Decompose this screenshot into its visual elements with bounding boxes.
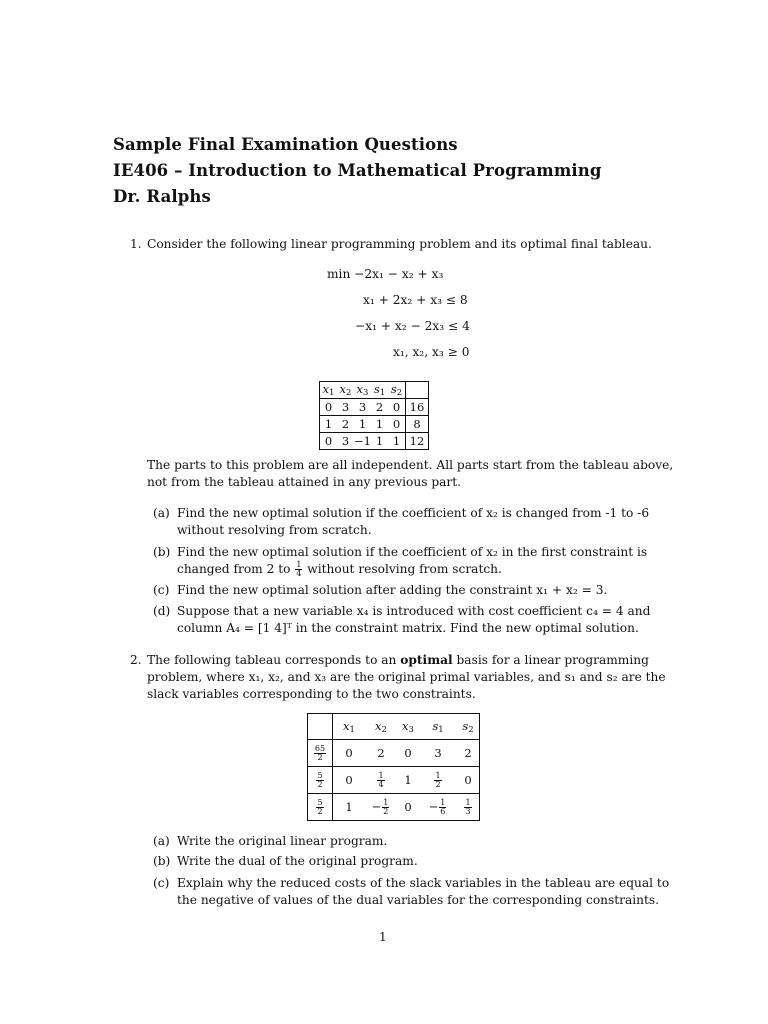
tableau-cell: 3 xyxy=(419,740,457,767)
part-label: (c) xyxy=(153,583,170,597)
note-line-2: not from the tableau attained in any previous part. xyxy=(147,475,462,489)
part-text: Write the dual of the original program. xyxy=(177,854,418,868)
part-text: Suppose that a new variable x₄ is introduced with cost coefficient c₄ = 4 and column A₄ = [1 4]ᵀ in the constraint matrix. Find the new optimal solution. xyxy=(177,604,651,635)
tableau-cell: 2 xyxy=(337,416,354,433)
lp-constraint-2: −x₁ + x₂ − 2x₃ ≤ 4 xyxy=(355,319,470,333)
question-number: 1. xyxy=(130,237,142,251)
tableau-header: $x_2$ xyxy=(337,382,354,399)
tableau-cell: 16 xyxy=(406,399,429,416)
tableau-cell: 0 xyxy=(457,767,480,794)
header-instructor: Dr. Ralphs xyxy=(113,187,211,206)
tableau-cell: 0 xyxy=(320,399,338,416)
part-label: (a) xyxy=(153,834,170,848)
part-label: (b) xyxy=(153,545,171,559)
question-number: 2. xyxy=(130,653,142,667)
tableau-header xyxy=(308,714,333,740)
parts-note xyxy=(147,457,673,491)
optimal-tableau xyxy=(307,713,480,821)
table-row xyxy=(308,740,480,767)
question-text: The following tableau corresponds to an optimal basis for a linear programming problem, where x₁, x₂, and x₃ are the original primal variables, and s₁ and s₂ are the slack variables corresponding to the two constraints. xyxy=(147,653,666,701)
tableau-cell: 1 xyxy=(371,416,388,433)
table-row xyxy=(308,794,480,821)
tableau-cell: $\frac{1}{3}$ xyxy=(457,794,480,821)
part-text: Find the new optimal solution after adding the constraint x₁ + x₂ = 3. xyxy=(177,583,608,597)
tableau-cell: 3 xyxy=(354,399,371,416)
tableau-cell: $\frac{1}{2}$ xyxy=(419,767,457,794)
lp-nonnegativity: x₁, x₂, x₃ ≥ 0 xyxy=(393,345,470,359)
tableau-cell: 1 xyxy=(354,416,371,433)
tableau-header: $s_1$ xyxy=(371,382,388,399)
header-title: Sample Final Examination Questions xyxy=(113,135,458,154)
tableau-cell: 0 xyxy=(388,399,406,416)
table-row xyxy=(320,433,429,450)
tableau-cell: 2 xyxy=(457,740,480,767)
tableau-cell: 0 xyxy=(388,416,406,433)
tableau-header: $s_2$ xyxy=(457,714,480,740)
tableau-header: $s_2$ xyxy=(388,382,406,399)
tableau-cell: 1 xyxy=(371,433,388,450)
part-label: (b) xyxy=(153,854,171,868)
part-text: Write the original linear program. xyxy=(177,834,388,848)
tableau-header: $s_1$ xyxy=(419,714,457,740)
tableau-cell: − $\frac{1}{6}$ xyxy=(419,794,457,821)
part-text: Explain why the reduced costs of the slack variables in the tableau are equal to the negative of values of the dual variables for the corresponding constraints. xyxy=(177,876,670,907)
tableau-header xyxy=(406,382,429,399)
tableau-cell: 1 xyxy=(320,416,338,433)
lp-objective: min −2x₁ − x₂ + x₃ xyxy=(327,267,444,281)
question-intro: Consider the following linear programming problem and its optimal final tableau. xyxy=(147,237,652,251)
tableau-cell: 2 xyxy=(365,740,397,767)
tableau-cell: $\frac{1}{4}$ xyxy=(365,767,397,794)
fraction-one-quarter: $\frac{1}{4}$ xyxy=(296,560,302,578)
final-tableau xyxy=(319,381,429,450)
table-row xyxy=(308,767,480,794)
tableau-cell: 3 xyxy=(337,399,354,416)
part-text: Find the new optimal solution if the coefficient of x₂ in the first constraint is changed from 2 to $\frac{1}{4}$ without resolving from scratch. xyxy=(177,545,648,578)
tableau-header: $x_3$ xyxy=(397,714,419,740)
tableau-header: $x_3$ xyxy=(354,382,371,399)
tableau-header: $x_1$ xyxy=(333,714,366,740)
table-row xyxy=(320,399,429,416)
document-header xyxy=(113,132,602,210)
page-number: 1 xyxy=(379,930,387,944)
part-text: Find the new optimal solution if the coefficient of x₂ is changed from -1 to -6 without resolving from scratch. xyxy=(177,506,650,537)
tableau-cell: − $\frac{1}{2}$ xyxy=(365,794,397,821)
part-label: (d) xyxy=(153,604,171,618)
header-course: IE406 – Introduction to Mathematical Programming xyxy=(113,161,602,180)
tableau-cell: 0 xyxy=(320,433,338,450)
tableau-cell: 1 xyxy=(333,794,366,821)
lp-constraint-1: x₁ + 2x₂ + x₃ ≤ 8 xyxy=(363,293,468,307)
tableau-cell: 0 xyxy=(333,740,366,767)
tableau-cell: 0 xyxy=(397,794,419,821)
tableau-cell: $\frac{5}{2}$ xyxy=(308,767,333,794)
part-label: (c) xyxy=(153,876,170,890)
tableau-cell: 0 xyxy=(333,767,366,794)
table-row xyxy=(320,416,429,433)
tableau-cell: 0 xyxy=(397,740,419,767)
tableau-cell: 1 xyxy=(397,767,419,794)
tableau-cell: 12 xyxy=(406,433,429,450)
tableau-header: $x_2$ xyxy=(365,714,397,740)
tableau-cell: 1 xyxy=(388,433,406,450)
tableau-header: $x_1$ xyxy=(320,382,338,399)
tableau-cell: 3 xyxy=(337,433,354,450)
part-label: (a) xyxy=(153,506,170,520)
tableau-cell: −1 xyxy=(354,434,371,448)
note-line-1: The parts to this problem are all independent. All parts start from the tableau above, xyxy=(147,458,674,472)
tableau-cell: 8 xyxy=(406,416,429,433)
tableau-cell: $\frac{5}{2}$ xyxy=(308,794,333,821)
tableau-cell: 2 xyxy=(371,399,388,416)
tableau-cell: $\frac{65}{2}$ xyxy=(308,740,333,767)
